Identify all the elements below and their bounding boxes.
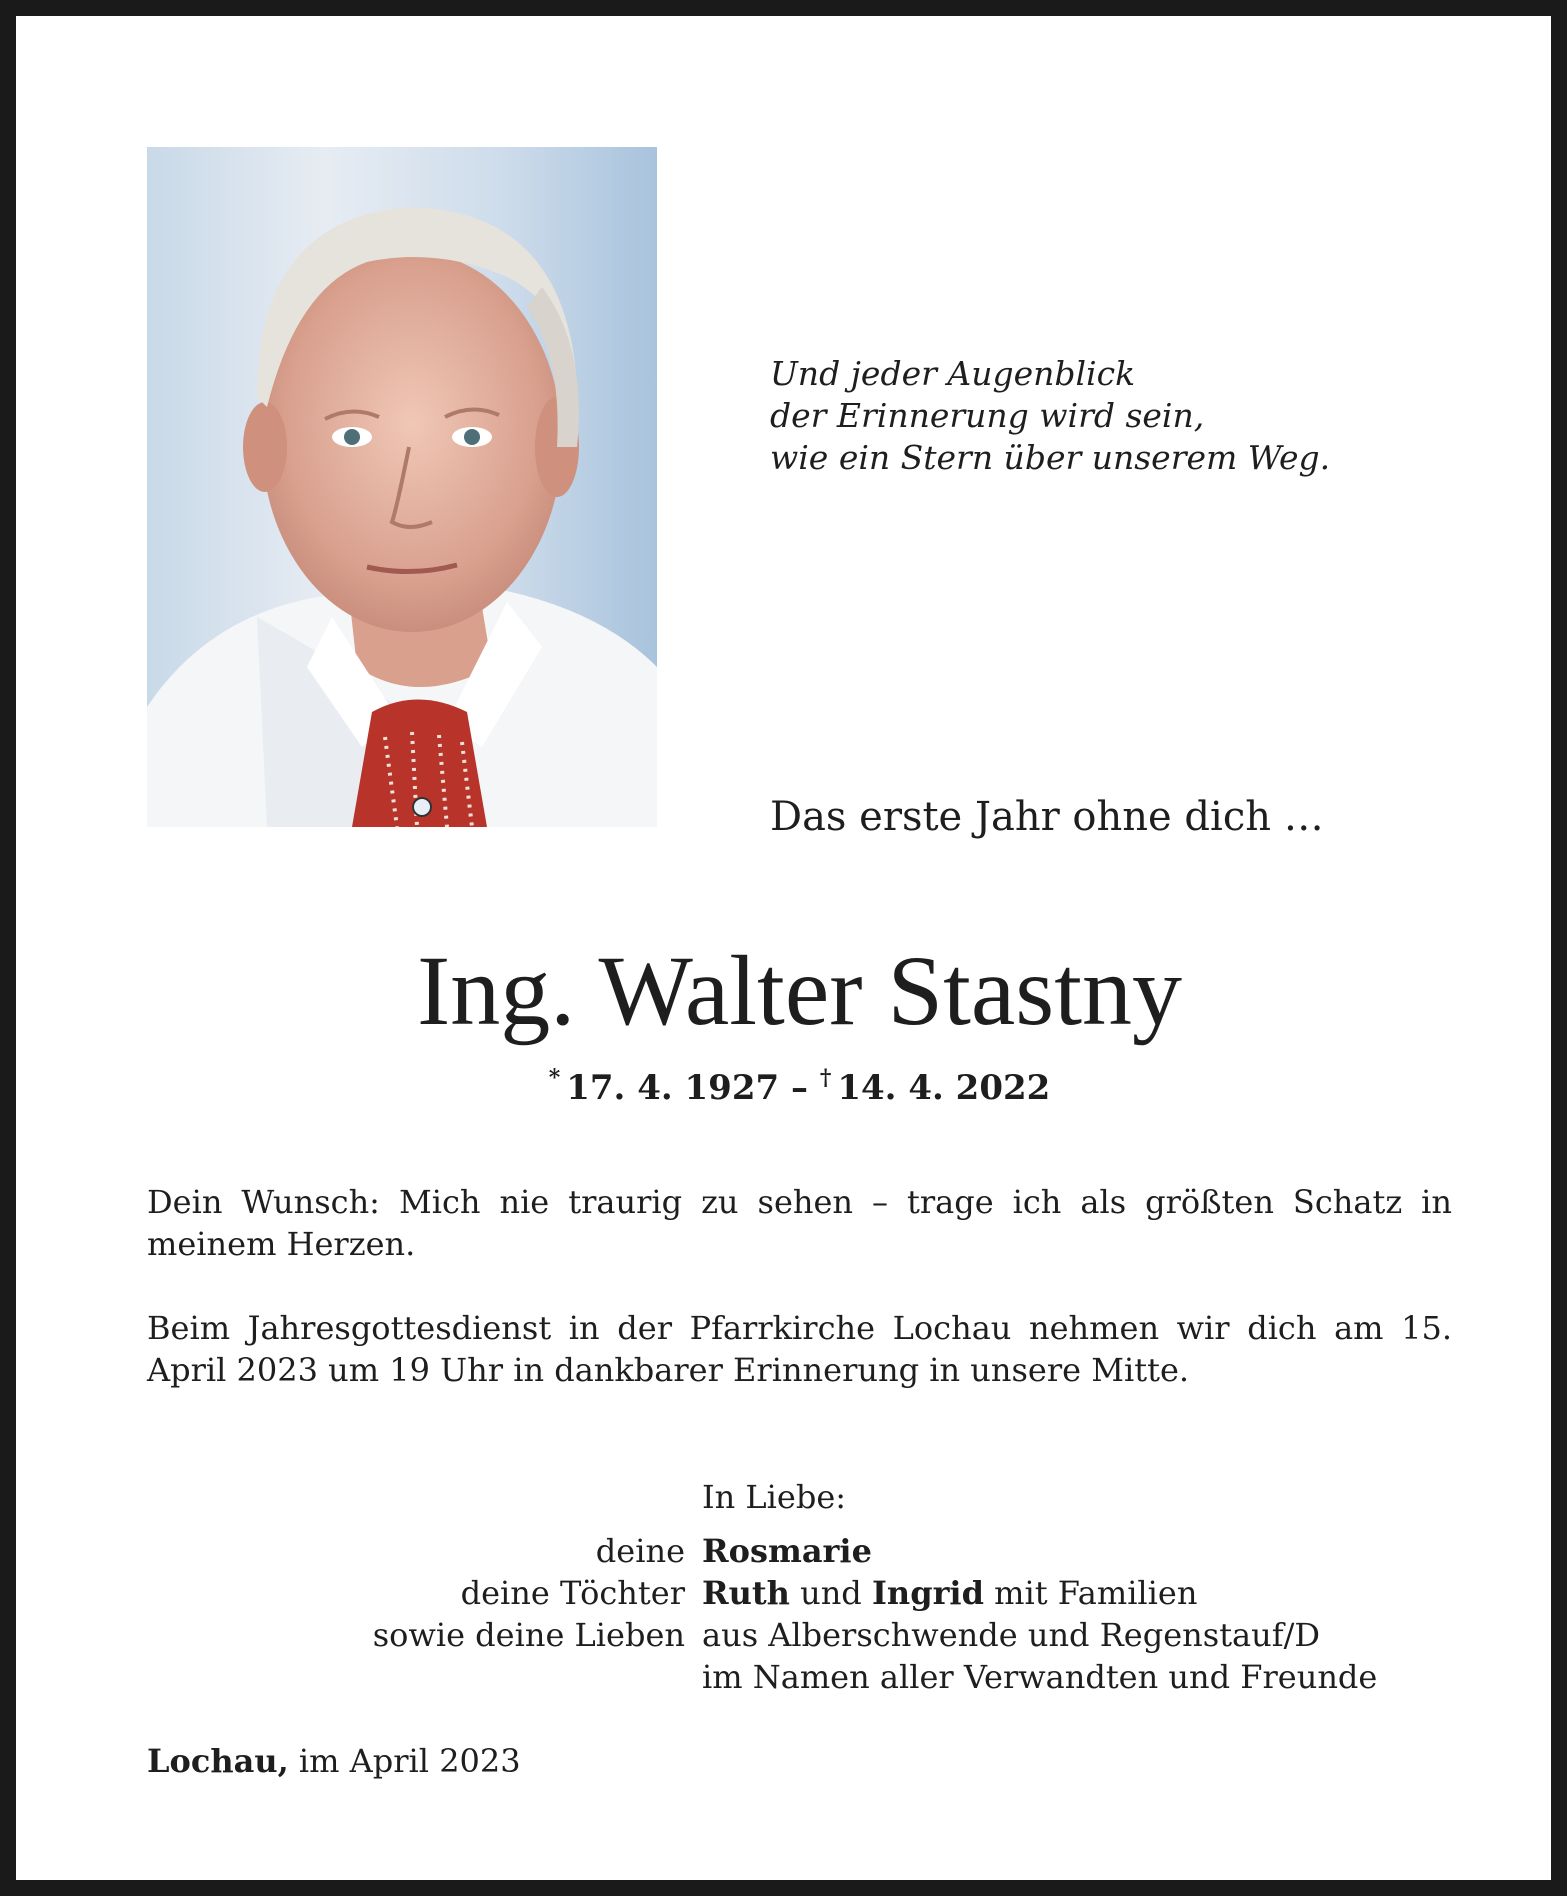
signature-row: im Namen aller Verwandten und Freunde: [702, 1658, 1378, 1696]
date-separator: –: [791, 1068, 808, 1108]
signature-names: [702, 1530, 1377, 1698]
signature-text: mit Familien: [994, 1574, 1198, 1612]
signature-row: [702, 1572, 1377, 1614]
death-symbol: †: [819, 1065, 832, 1091]
place-date-text: im April 2023: [298, 1742, 521, 1780]
deceased-name: Ing. Walter Stastny: [417, 935, 1182, 1046]
place-city: Lochau,: [147, 1742, 289, 1780]
birth-date: 17. 4. 1927: [566, 1068, 780, 1108]
signature-row: aus Alberschwende und Regenstauf/D: [702, 1616, 1321, 1654]
place-date: [147, 1740, 521, 1782]
portrait-illustration: [147, 147, 657, 827]
signature-relations: [147, 1530, 685, 1656]
poem-line: Und jeder Augenblick: [770, 354, 1136, 393]
portrait-photo: [147, 147, 657, 827]
life-dates: [16, 1056, 1567, 1110]
signer-name: Rosmarie: [702, 1532, 872, 1570]
signer-name: Ingrid: [871, 1574, 984, 1612]
memorial-poem: [770, 353, 1330, 479]
death-date: 14. 4. 2022: [837, 1068, 1051, 1108]
signer-name: Ruth: [702, 1574, 790, 1612]
subtitle: Das erste Jahr ohne dich …: [770, 794, 1324, 840]
poem-line: der Erinnerung wird sein,: [770, 396, 1205, 435]
wish-paragraph: Dein Wunsch: Mich nie traurig zu sehen – trage ich als größten Schatz in meinem Herzen.: [147, 1183, 1452, 1263]
relation-label: sowie deine Lieben: [372, 1616, 685, 1654]
relation-label: deine: [595, 1532, 685, 1570]
service-paragraph: Beim Jahresgottesdienst in der Pfarrkirche Lochau nehmen wir dich am 15. April 2023 um 19 Uhr in dankbarer Erinnerung in unsere Mitte.: [147, 1309, 1452, 1389]
poem-line: wie ein Stern über unserem Weg.: [770, 438, 1331, 477]
signature-conjunction: und: [800, 1574, 862, 1612]
birth-symbol: *: [548, 1065, 561, 1091]
signature-row: [702, 1530, 1377, 1572]
signature-intro: In Liebe:: [702, 1478, 847, 1516]
relation-label: deine Töchter: [460, 1574, 685, 1612]
